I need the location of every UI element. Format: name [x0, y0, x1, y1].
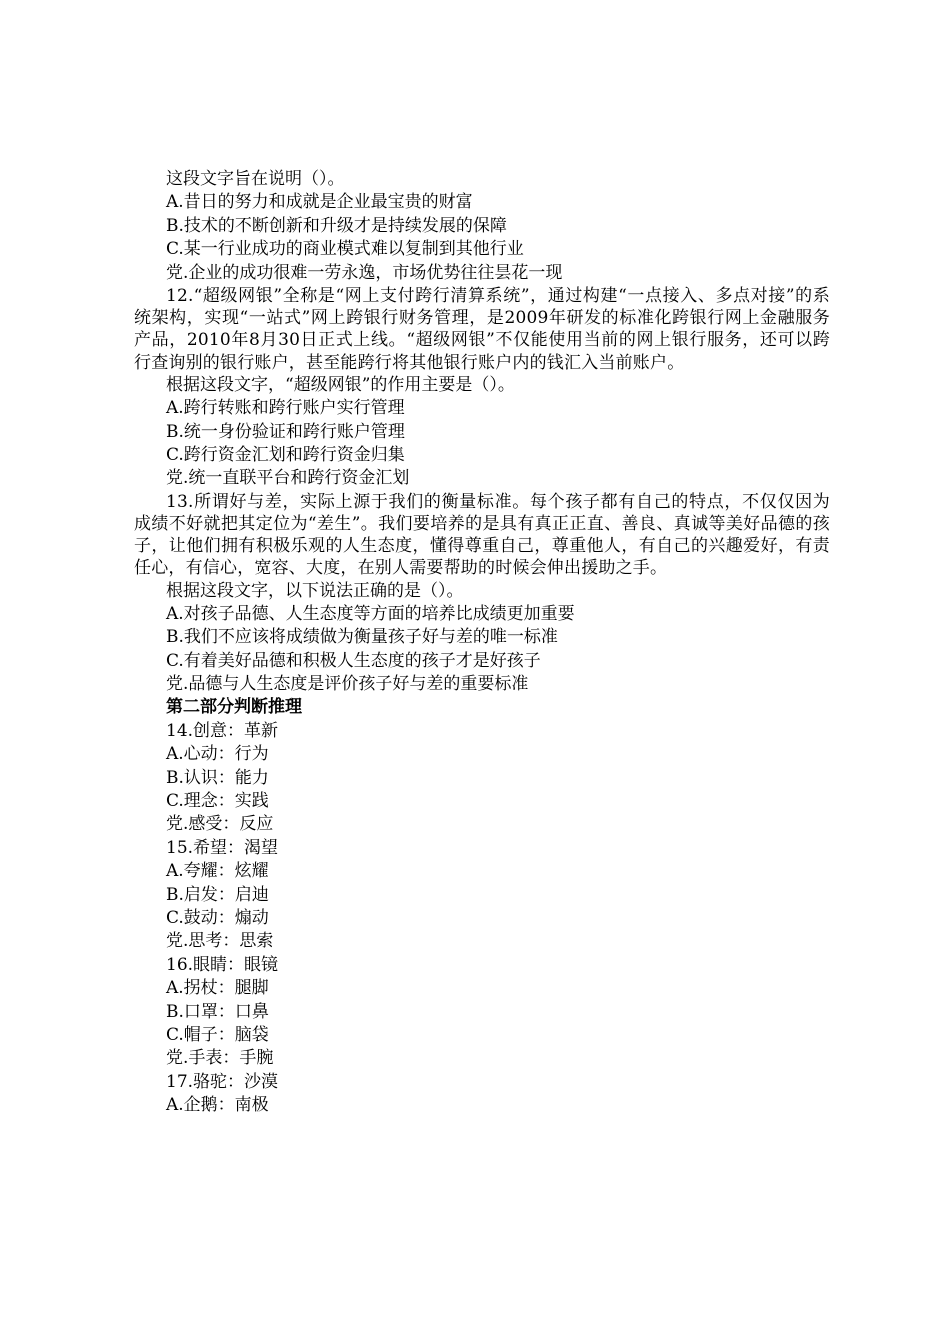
- option-b: B.启发：启迪: [166, 884, 269, 905]
- option-a: A.企鹅：南极: [166, 1095, 269, 1116]
- option-a: A.心动：行为: [166, 744, 269, 765]
- question-stem: 17.骆驼：沙漠: [166, 1071, 279, 1092]
- option-a: A.对孩子品德、人生态度等方面的培养比成绩更加重要: [166, 603, 575, 624]
- option-b: B.技术的不断创新和升级才是持续发展的保障: [166, 215, 507, 236]
- question-stem: 16.眼睛：眼镜: [166, 954, 279, 975]
- question-stem: 14.创意：革新: [166, 720, 279, 741]
- option-c: C.鼓动：煽动: [166, 908, 269, 928]
- option-b: B.统一身份验证和跨行账户管理: [166, 421, 405, 442]
- question-stem: 15.希望：渴望: [166, 837, 279, 858]
- option-d: 党.企业的成功很难一劳永逸，市场优势往往昙花一现: [166, 262, 563, 283]
- question-stem: 这段文字旨在说明（）。: [166, 169, 345, 189]
- option-a: A.昔日的努力和成就是企业最宝贵的财富: [166, 192, 473, 213]
- option-c: C.帽子：脑袋: [166, 1024, 269, 1045]
- question-passage: 12.“超级网银”全称是“网上支付跨行清算系统”，通过构建“一点接入、多点对接”的系统架构，实现“一站式”网上跨银行财务管理，是2009年研发的标准化跨银行网上金融服务产品，2010年8月30日正式上线。“超级网银”不仅能使用当前的网上银行服务，还可以跨行查询别的银行账户，甚至能跨行将其他银行账户内的钱汇入当前账户。: [134, 285, 830, 373]
- option-d: 党.品德与人生态度是评价孩子好与差的重要标准: [166, 674, 529, 695]
- option-a: A.跨行转账和跨行账户实行管理: [166, 398, 405, 419]
- option-c: C.有着美好品德和积极人生态度的孩子才是好孩子: [166, 650, 541, 671]
- option-a: A.夸耀：炫耀: [166, 861, 269, 882]
- option-c: C.某一行业成功的商业模式难以复制到其他行业: [166, 239, 524, 260]
- option-d: 党.统一直联平台和跨行资金汇划: [166, 468, 410, 489]
- option-d: 党.感受：反应: [166, 814, 274, 835]
- option-d: 党.手表：手腕: [166, 1048, 274, 1069]
- option-b: B.我们不应该将成绩做为衡量孩子好与差的唯一标准: [166, 627, 558, 648]
- option-d: 党.思考：思索: [166, 931, 274, 952]
- option-b: B.口罩：口鼻: [166, 1001, 269, 1022]
- option-b: B.认识：能力: [166, 767, 269, 788]
- option-c: C.跨行资金汇划和跨行资金归集: [166, 444, 405, 465]
- document-page: [134, 168, 830, 1118]
- option-a: A.拐杖：腿脚: [166, 978, 269, 999]
- question-stem: 根据这段文字，“超级网银”的作用主要是（）。: [166, 374, 515, 395]
- question-stem: 根据这段文字，以下说法正确的是（）。: [166, 580, 464, 601]
- question-passage: 13.所谓好与差，实际上源于我们的衡量标准。每个孩子都有自己的特点，不仅仅因为成绩不好就把其定位为“差生”。我们要培养的是具有真正正直、善良、真诚等美好品德的孩子，让他们拥有积极乐观的人生态度，懂得尊重自己，尊重他人，有自己的兴趣爱好，有责任心，有信心，宽容、大度，在别人需要帮助的时候会伸出援助之手。: [134, 491, 830, 579]
- section-heading: 第二部分判断推理: [166, 697, 302, 718]
- option-c: C.理念：实践: [166, 791, 269, 812]
